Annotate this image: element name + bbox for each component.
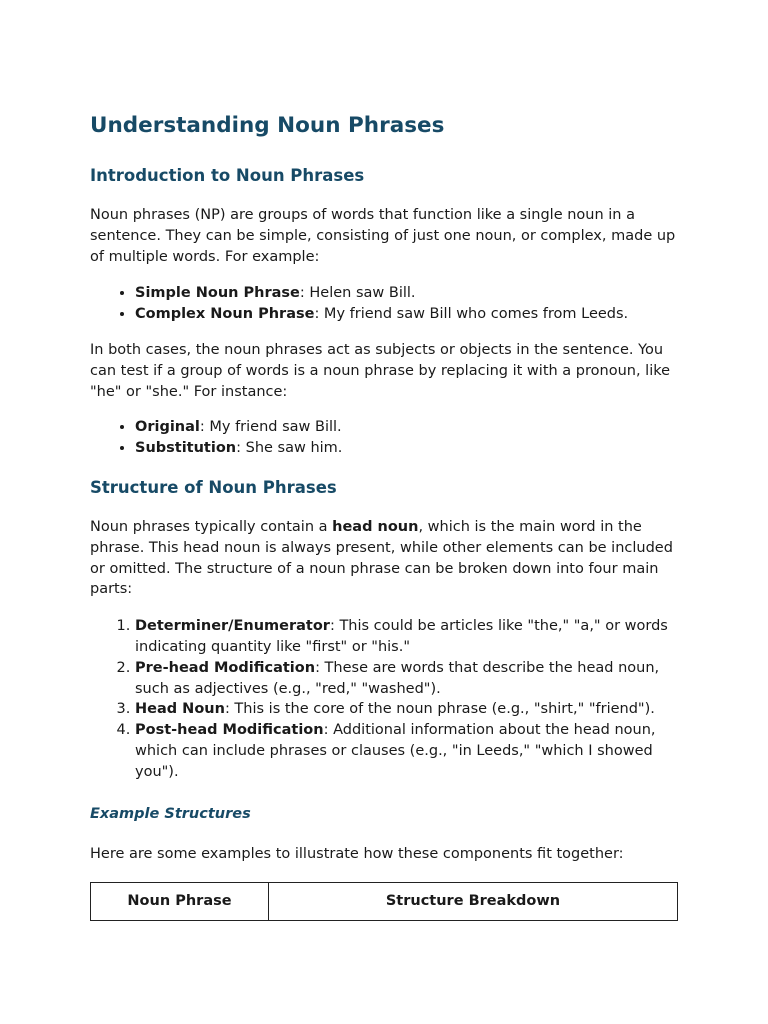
page-title: Understanding Noun Phrases (90, 113, 445, 138)
pronoun-test-paragraph: In both cases, the noun phrases act as subjects or objects in the sentence. You can test if a group of words is a noun phrase by replacing it with a pronoun, like "he" or "she." For instance: (90, 341, 671, 400)
list-item-text: : These are words that describe the head noun, such as adjectives (e.g., "red," "washed"). (135, 659, 660, 697)
list-item-term: Pre-head Modification (135, 659, 316, 676)
list-item (135, 283, 680, 304)
structure-heading: Structure of Noun Phrases (90, 477, 337, 497)
intro-heading: Introduction to Noun Phrases (90, 166, 365, 185)
list-item-text: : Helen saw Bill. (299, 285, 416, 302)
list-item (135, 616, 680, 658)
list-item-text: : This could be articles like "the," "a," or words indicating quantity like "first" or "his." (135, 618, 668, 655)
list-item (135, 438, 680, 459)
list-item-text: : My friend saw Bill. (199, 419, 342, 436)
example-structures-heading: Example Structures (90, 805, 251, 822)
list-item-term: Original (135, 419, 200, 436)
list-item (135, 699, 680, 720)
list-item-text: : Additional information about the head noun, which can include phrases or clauses (e.g., "in Leeds," "which I showed you"). (135, 722, 656, 780)
structure-text-before: Noun phrases typically contain a (90, 518, 333, 535)
example-list (90, 283, 680, 325)
examples-intro-paragraph: Here are some examples to illustrate how these components fit together: (90, 845, 624, 862)
column-header-noun-phrase: Noun Phrase (91, 883, 269, 921)
column-header-structure-breakdown: Structure Breakdown (269, 883, 678, 921)
structure-parts-list (90, 616, 680, 782)
head-noun-term: head noun (332, 518, 419, 535)
list-item-text: : She saw him. (236, 440, 343, 457)
structure-paragraph (90, 517, 680, 600)
list-item-text: : My friend saw Bill who comes from Leeds. (314, 306, 629, 323)
list-item (135, 304, 680, 325)
list-item (135, 658, 680, 700)
list-item (135, 417, 680, 438)
list-item-term: Determiner/Enumerator (135, 618, 330, 635)
structure-text-after: , which is the main word in the phrase. This head noun is always present, while other elements can be included or omitted. The structure of a noun phrase can be broken down into four main parts: (90, 518, 673, 598)
list-item (135, 720, 680, 782)
list-item-term: Head Noun (135, 701, 225, 718)
substitution-list (90, 417, 680, 459)
table-header-row (91, 883, 678, 921)
list-item-term: Complex Noun Phrase (135, 306, 315, 323)
examples-table (90, 882, 678, 921)
list-item-text: : This is the core of the noun phrase (e.g., "shirt," "friend"). (224, 701, 655, 718)
intro-paragraph: Noun phrases (NP) are groups of words that function like a single noun in a sentence. They can be simple, consisting of just one noun, or complex, made up of multiple words. For example: (90, 207, 676, 265)
list-item-term: Post-head Modification (135, 722, 324, 739)
list-item-term: Substitution (135, 440, 237, 457)
document-page (90, 112, 680, 921)
list-item-term: Simple Noun Phrase (135, 285, 300, 302)
